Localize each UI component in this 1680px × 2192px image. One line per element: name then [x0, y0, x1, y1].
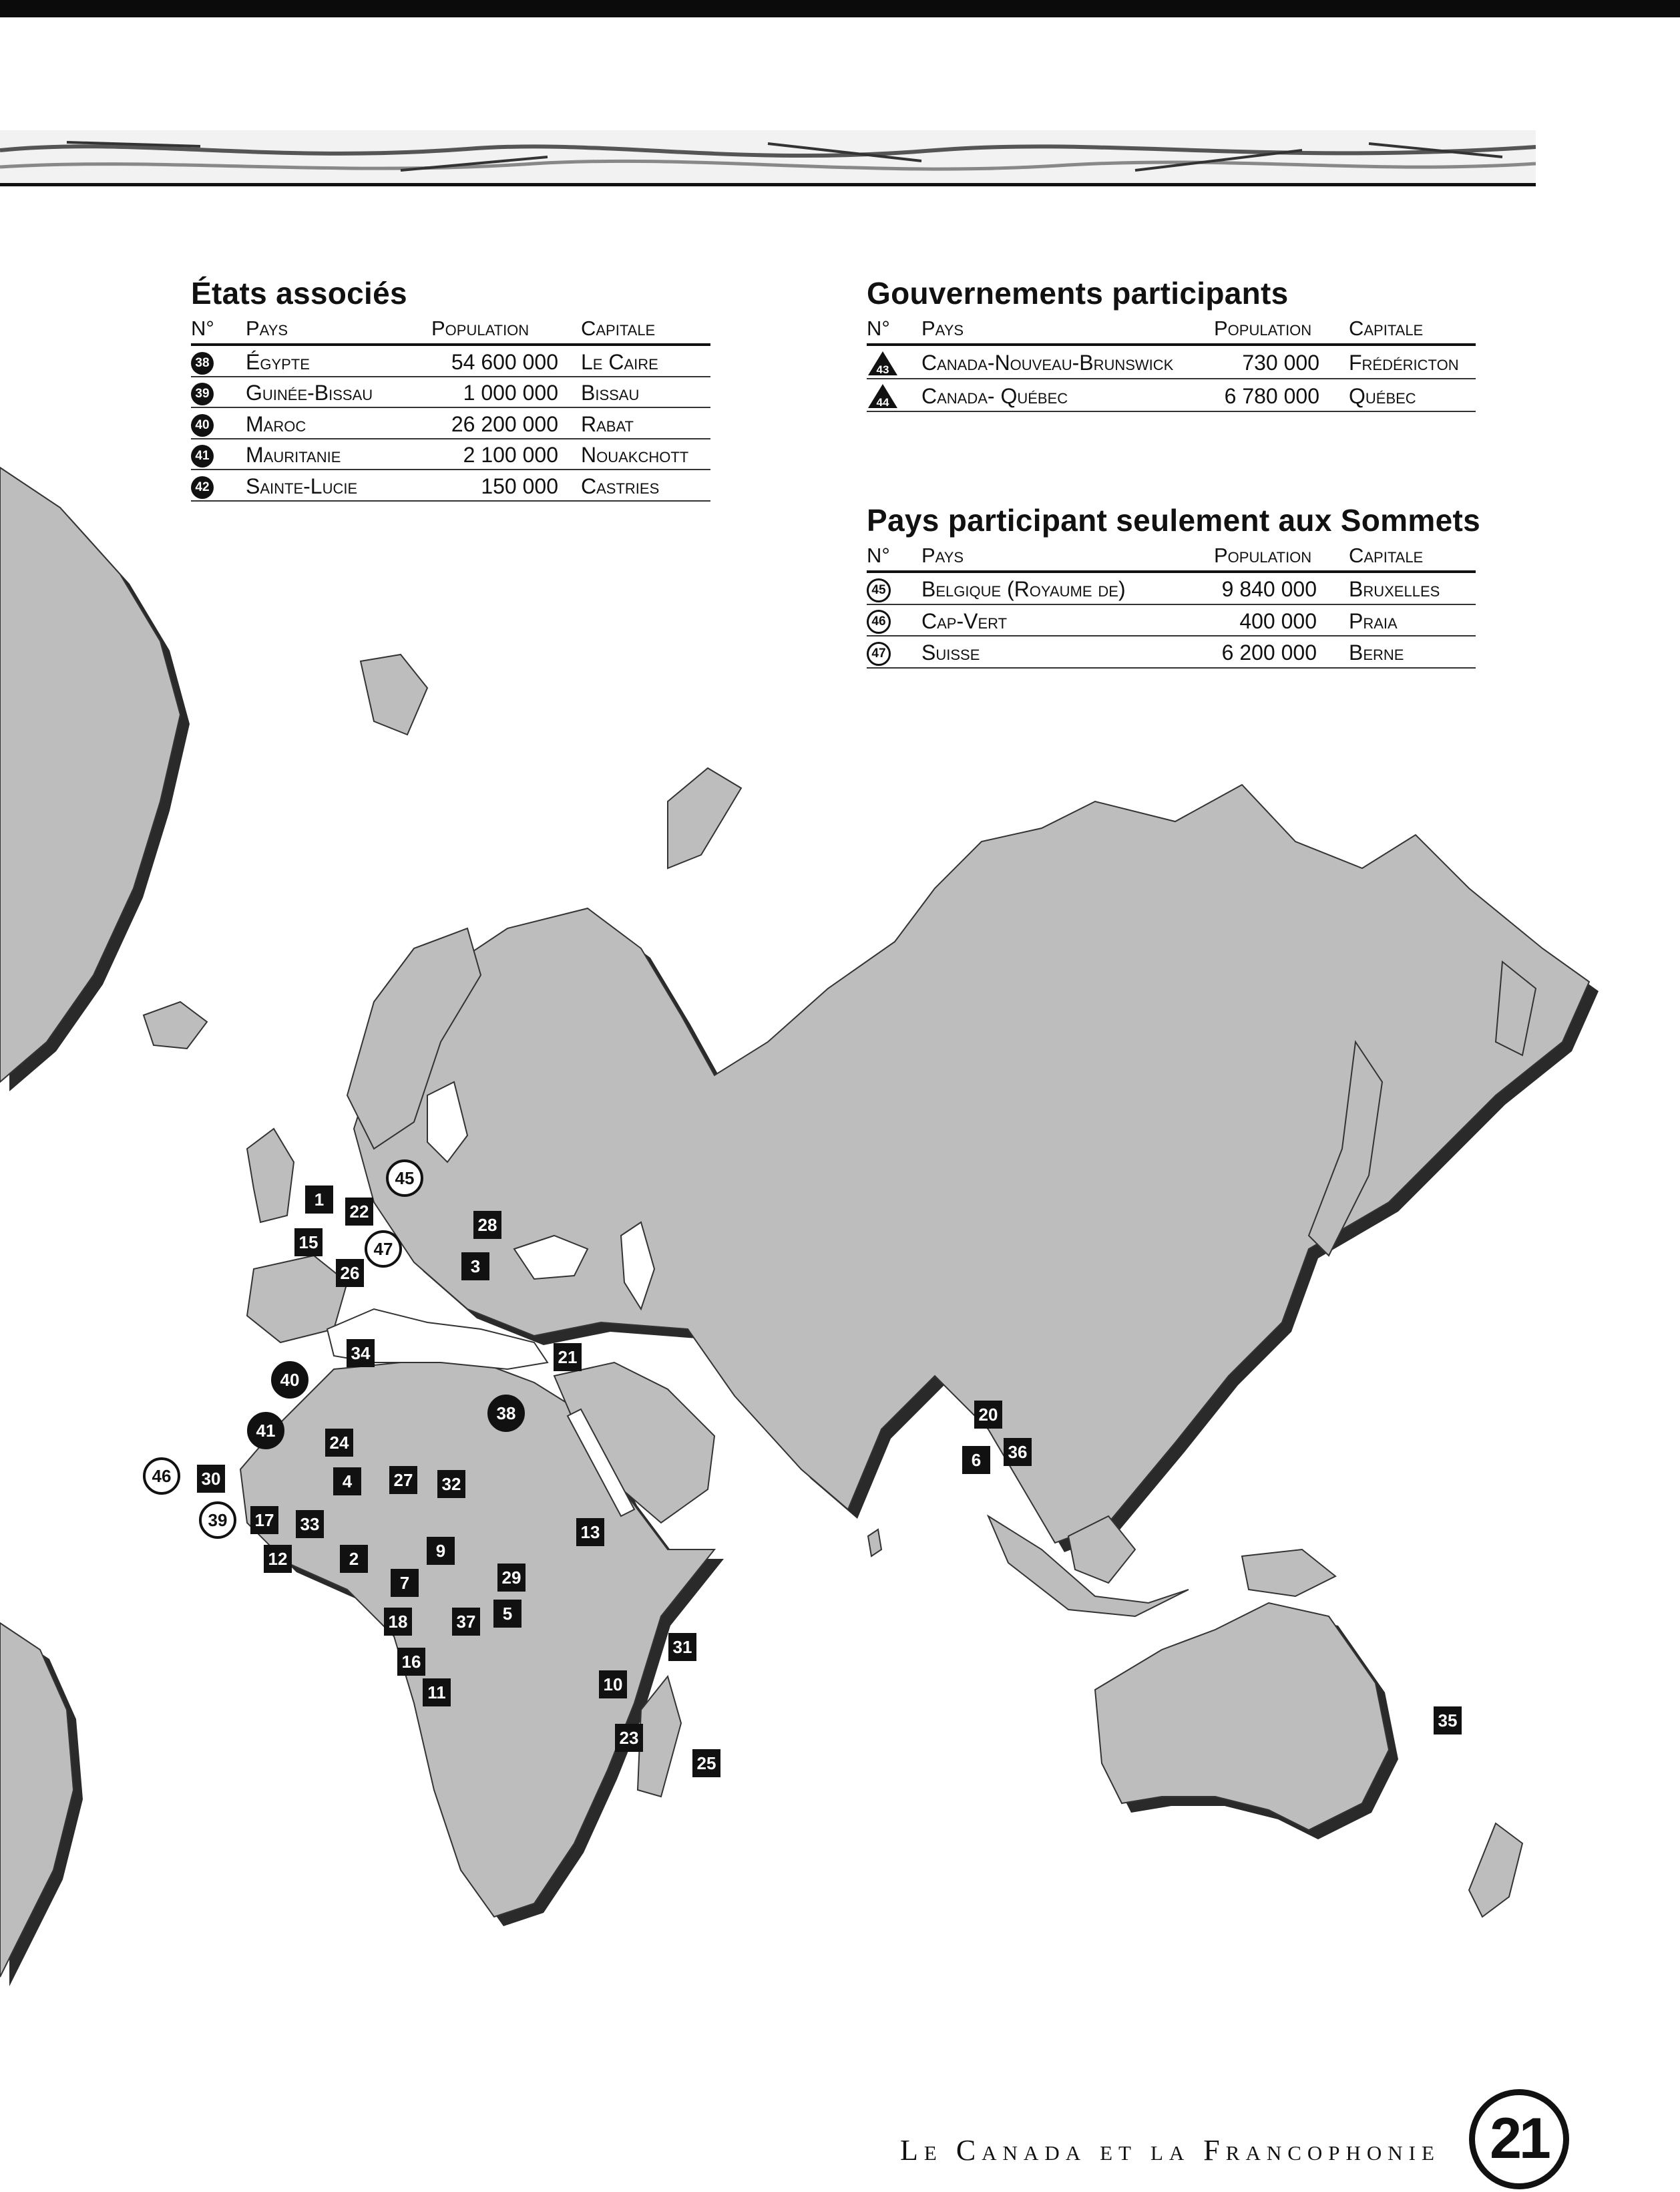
table-row — [867, 379, 1476, 412]
marker-label: 38 — [496, 1403, 516, 1423]
marker-square-9 — [427, 1537, 455, 1565]
marker-label: 45 — [395, 1168, 415, 1188]
marker-square-10 — [599, 1670, 627, 1698]
row-number-badge: 45 — [867, 578, 891, 602]
country-cell: Canada-Nouveau-Brunswick — [921, 345, 1214, 379]
capital-cell: Frédéricton — [1349, 345, 1476, 379]
country-cell: Maroc — [246, 407, 431, 439]
marker-label: 22 — [349, 1202, 369, 1222]
marker-square-29 — [497, 1564, 526, 1592]
col-capital: Capitale — [1349, 315, 1476, 345]
marker-label: 47 — [373, 1239, 393, 1259]
new-guinea — [1242, 1549, 1335, 1596]
marker-label: 13 — [580, 1522, 600, 1542]
row-number-badge: 40 — [191, 414, 214, 437]
col-capital: Capitale — [1349, 542, 1476, 572]
marker-label: 24 — [329, 1433, 349, 1453]
capital-cell: Nouakchott — [581, 439, 710, 470]
country-cell: Cap-Vert — [921, 604, 1214, 636]
associated-states-table — [191, 315, 710, 502]
marker-label: 23 — [619, 1728, 639, 1748]
marker-label: 30 — [201, 1469, 221, 1489]
summits-title: Pays participant seulement aux Sommets — [867, 503, 1480, 538]
spacer-cell — [558, 407, 581, 439]
marker-label: 6 — [971, 1450, 982, 1470]
marker-label: 12 — [268, 1549, 288, 1569]
row-number-cell — [867, 636, 921, 668]
marker-label: 28 — [477, 1215, 497, 1235]
marker-square-4 — [333, 1467, 361, 1495]
marker-square-11 — [423, 1678, 451, 1706]
marker-circle-39 — [200, 1503, 235, 1537]
marker-label: 16 — [401, 1652, 421, 1672]
marker-square-6 — [962, 1446, 990, 1474]
row-number-cell — [191, 407, 246, 439]
new-zealand — [1469, 1823, 1522, 1917]
marker-square-30 — [197, 1465, 225, 1493]
marker-label: 36 — [1008, 1442, 1028, 1462]
table-header-row — [867, 315, 1476, 345]
row-number-cell — [867, 345, 921, 379]
spacer-cell — [558, 470, 581, 501]
governments-block — [867, 275, 1476, 412]
row-number-badge: 39 — [191, 383, 214, 405]
marker-label: 7 — [399, 1573, 410, 1593]
row-number-badge: 42 — [191, 476, 214, 499]
marker-label: 26 — [340, 1263, 360, 1283]
capital-cell: Rabat — [581, 407, 710, 439]
marker-square-27 — [389, 1466, 417, 1494]
novaya-zemlya — [668, 768, 741, 868]
marker-square-26 — [336, 1259, 364, 1287]
marker-label: 46 — [152, 1466, 172, 1486]
marker-label: 34 — [351, 1343, 371, 1363]
marker-label: 21 — [558, 1347, 578, 1367]
marker-square-13 — [576, 1518, 604, 1546]
country-cell: Belgique (Royaume de) — [921, 572, 1214, 604]
land — [0, 468, 1589, 1977]
marker-label: 27 — [393, 1470, 413, 1490]
row-number-badge: 38 — [191, 352, 214, 375]
col-capital: Capitale — [581, 315, 710, 345]
table-row — [867, 572, 1476, 604]
population-cell: 150 000 — [431, 470, 558, 501]
col-country: Pays — [246, 315, 431, 345]
marker-label: 32 — [441, 1474, 461, 1494]
row-number-cell — [191, 470, 246, 501]
marker-label: 35 — [1438, 1710, 1458, 1730]
table-header-row — [191, 315, 710, 345]
population-cell: 26 200 000 — [431, 407, 558, 439]
marker-label: 40 — [280, 1370, 300, 1390]
sri-lanka — [868, 1529, 881, 1556]
country-cell: Égypte — [246, 345, 431, 377]
capital-cell: Québec — [1349, 379, 1476, 412]
marker-square-7 — [391, 1569, 419, 1597]
country-cell: Mauritanie — [246, 439, 431, 470]
population-cell: 54 600 000 — [431, 345, 558, 377]
marker-square-12 — [264, 1545, 292, 1573]
marker-square-20 — [974, 1401, 1002, 1429]
marker-square-2 — [340, 1545, 368, 1573]
marker-square-22 — [345, 1198, 373, 1226]
marker-square-18 — [384, 1608, 412, 1636]
marker-square-36 — [1004, 1438, 1032, 1466]
country-cell: Guinée-Bissau — [246, 377, 431, 408]
table-header-row — [867, 542, 1476, 572]
capital-cell: Bissau — [581, 377, 710, 408]
marker-label: 20 — [978, 1405, 998, 1425]
marker-label: 1 — [314, 1190, 325, 1210]
marker-label: 9 — [435, 1541, 446, 1561]
table-row — [191, 439, 710, 470]
marker-circle-38 — [489, 1396, 523, 1431]
marker-square-15 — [294, 1228, 323, 1256]
marker-label: 39 — [208, 1510, 228, 1530]
row-number: 43 — [876, 363, 889, 376]
marker-label: 17 — [254, 1510, 274, 1530]
marker-label: 15 — [298, 1232, 319, 1252]
marker-square-33 — [296, 1510, 324, 1538]
triangle-number-badge — [867, 350, 899, 377]
table-row — [867, 636, 1476, 668]
page-number: 21 — [1490, 2107, 1548, 2171]
marker-square-23 — [615, 1724, 643, 1752]
col-number: N° — [867, 315, 921, 345]
row-number-badge: 46 — [867, 610, 891, 634]
marker-label: 5 — [502, 1604, 513, 1624]
row-number-cell — [867, 604, 921, 636]
spacer-cell — [1317, 636, 1349, 668]
marker-label: 2 — [349, 1549, 359, 1569]
table-row — [867, 604, 1476, 636]
row-number-cell — [867, 572, 921, 604]
marker-label: 11 — [427, 1682, 446, 1702]
row-number-badge: 41 — [191, 445, 214, 468]
marker-square-5 — [493, 1600, 521, 1628]
spacer-cell — [1317, 604, 1349, 636]
capital-cell: Berne — [1349, 636, 1476, 668]
col-population: Population — [1214, 315, 1319, 345]
marker-circle-40 — [272, 1362, 307, 1397]
spacer-cell — [558, 345, 581, 377]
marker-label: 25 — [696, 1753, 716, 1773]
governments-title: Gouvernements participants — [867, 276, 1289, 311]
marker-square-3 — [461, 1252, 489, 1280]
population-cell: 2 100 000 — [431, 439, 558, 470]
table-row — [191, 470, 710, 501]
table-row — [191, 345, 710, 377]
capital-cell: Bruxelles — [1349, 572, 1476, 604]
iceland — [144, 1002, 207, 1049]
british-isles — [247, 1129, 294, 1222]
col-country: Pays — [921, 315, 1214, 345]
country-cell: Canada- Québec — [921, 379, 1214, 412]
capital-cell: Le Caire — [581, 345, 710, 377]
row-number-cell — [191, 439, 246, 470]
marker-label: 29 — [501, 1568, 521, 1588]
marker-label: 3 — [470, 1256, 481, 1276]
row-number-badge: 47 — [867, 642, 891, 666]
marker-square-35 — [1434, 1706, 1462, 1734]
triangle-number-badge — [867, 383, 899, 409]
marker-square-28 — [473, 1211, 501, 1239]
spacer-cell — [1319, 379, 1349, 412]
marker-square-1 — [305, 1185, 333, 1214]
svalbard — [361, 655, 427, 735]
marker-circle-45 — [387, 1161, 422, 1196]
marker-label: 10 — [603, 1674, 623, 1694]
marker-label: 4 — [342, 1471, 353, 1491]
capital-cell: Praia — [1349, 604, 1476, 636]
marker-square-34 — [347, 1339, 375, 1367]
row-number-cell — [191, 345, 246, 377]
marker-square-32 — [437, 1470, 465, 1498]
population-cell: 9 840 000 — [1214, 572, 1317, 604]
col-number: N° — [191, 315, 246, 345]
col-country: Pays — [921, 542, 1214, 572]
spacer-cell — [1319, 345, 1349, 379]
marker-label: 18 — [388, 1612, 408, 1632]
country-cell: Sainte-Lucie — [246, 470, 431, 501]
marker-label: 37 — [456, 1612, 476, 1632]
marker-circle-41 — [248, 1413, 283, 1448]
marker-square-16 — [397, 1648, 425, 1676]
table-row — [191, 377, 710, 408]
marker-label: 33 — [300, 1514, 320, 1534]
marker-square-37 — [452, 1608, 480, 1636]
summits-table — [867, 542, 1476, 669]
footer-publication-title: Le Canada et la Francophonie — [900, 2134, 1440, 2167]
marker-label: 31 — [672, 1637, 692, 1657]
population-cell: 1 000 000 — [431, 377, 558, 408]
spacer-cell — [1317, 572, 1349, 604]
spacer-cell — [558, 377, 581, 408]
marker-square-21 — [554, 1343, 582, 1371]
capital-cell: Castries — [581, 470, 710, 501]
population-cell: 6 200 000 — [1214, 636, 1317, 668]
table-row — [191, 407, 710, 439]
associated-states-block — [191, 275, 710, 502]
population-cell: 400 000 — [1214, 604, 1317, 636]
page-number-badge — [1469, 2089, 1569, 2189]
marker-circle-47 — [366, 1232, 401, 1266]
marker-circle-46 — [144, 1459, 179, 1493]
col-population: Population — [431, 315, 558, 345]
associated-states-title: États associés — [191, 276, 407, 311]
marker-label: 41 — [256, 1421, 276, 1441]
table-row — [867, 345, 1476, 379]
row-number: 44 — [876, 396, 889, 409]
population-cell: 6 780 000 — [1214, 379, 1319, 412]
summits-block — [867, 502, 1480, 669]
spacer-cell — [558, 439, 581, 470]
country-cell: Suisse — [921, 636, 1214, 668]
governments-table — [867, 315, 1476, 412]
population-cell: 730 000 — [1214, 345, 1319, 379]
row-number-cell — [191, 377, 246, 408]
marker-square-24 — [325, 1429, 353, 1457]
marker-square-25 — [692, 1749, 720, 1777]
marker-square-31 — [668, 1633, 696, 1661]
row-number-cell — [867, 379, 921, 412]
marker-square-17 — [250, 1506, 278, 1534]
col-population: Population — [1214, 542, 1317, 572]
col-number: N° — [867, 542, 921, 572]
